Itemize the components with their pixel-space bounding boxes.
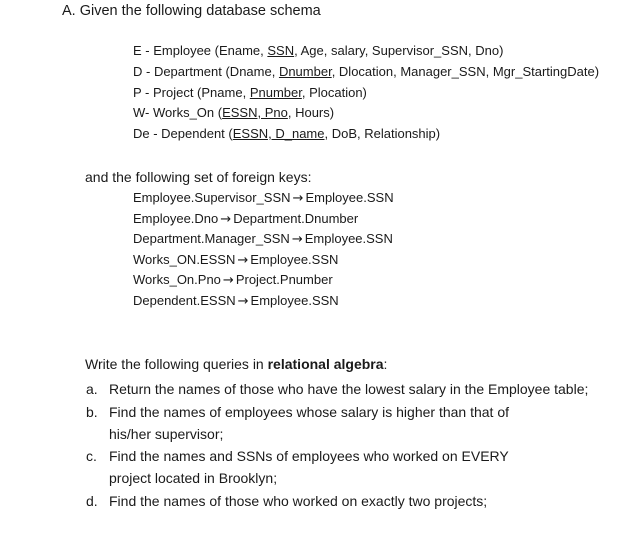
fk-to: Employee.SSN: [250, 252, 339, 267]
right-arrow-icon: →: [291, 232, 303, 247]
schema-works-on-key: ESSN, Pno: [222, 105, 288, 120]
foreign-keys-intro: and the following set of foreign keys:: [85, 169, 312, 185]
foreign-key-item: [133, 210, 358, 229]
foreign-key-item: [133, 251, 338, 270]
schema-employee-prefix: E - Employee (Ename,: [133, 43, 268, 58]
fk-from: Works_ON.ESSN: [133, 252, 236, 267]
schema-project-key: Pnumber: [249, 85, 302, 100]
fk-to: Employee.SSN: [305, 190, 394, 205]
schema-dependent-key: ESSN, D_name: [232, 126, 325, 141]
right-arrow-icon: →: [237, 253, 249, 268]
query-text: Find the names and SSNs of employees who worked on EVERY: [109, 448, 509, 464]
schema-employee-key: SSN: [267, 43, 295, 58]
foreign-key-item: [133, 271, 333, 290]
fk-from: Dependent.ESSN: [133, 293, 236, 308]
schema-works-on-prefix: W- Works_On (: [133, 105, 223, 120]
query-text: Find the names of employees whose salary is higher than that of: [109, 404, 509, 420]
query-marker: d.: [86, 493, 98, 509]
schema-department-prefix: D - Department (Dname,: [133, 64, 279, 79]
fk-from: Department.Manager_SSN: [133, 231, 290, 246]
foreign-key-item: [133, 292, 339, 311]
fk-from: Works_On.Pno: [133, 272, 221, 287]
schema-works-on-suffix: , Hours): [287, 105, 335, 120]
section-heading: A. Given the following database schema: [62, 3, 321, 19]
schema-department: [133, 63, 599, 81]
query-text: Find the names of those who worked on exactly two projects;: [109, 493, 488, 509]
right-arrow-icon: →: [292, 191, 304, 206]
fk-to: Department.Dnumber: [233, 211, 359, 226]
right-arrow-icon: →: [237, 294, 249, 309]
query-marker: a.: [86, 381, 98, 397]
query-text: Return the names of those who have the lowest salary in the Employee table;: [109, 381, 589, 397]
query-marker: b.: [86, 404, 98, 420]
schema-employee-suffix: , Age, salary, Supervisor_SSN, Dno): [294, 43, 504, 58]
query-text-continued: project located in Brooklyn;: [109, 470, 278, 486]
instruction-suffix: :: [383, 356, 388, 372]
schema-dependent-suffix: , DoB, Relationship): [324, 126, 441, 141]
query-marker: c.: [86, 448, 97, 464]
foreign-key-item: [133, 230, 393, 249]
schema-project-prefix: P - Project (Pname,: [133, 85, 250, 100]
schema-works-on: [133, 104, 334, 122]
right-arrow-icon: →: [222, 273, 234, 288]
fk-from: Employee.Dno: [133, 211, 219, 226]
instruction-prefix: Write the following queries in: [85, 356, 268, 372]
query-text-continued: his/her supervisor;: [109, 426, 224, 442]
right-arrow-icon: →: [220, 212, 232, 227]
schema-project-suffix: , Plocation): [301, 85, 367, 100]
schema-dependent: [133, 125, 440, 143]
schema-employee: [133, 42, 503, 60]
fk-to: Employee.SSN: [304, 231, 393, 246]
fk-from: Employee.Supervisor_SSN: [133, 190, 291, 205]
schema-department-suffix: , Dlocation, Manager_SSN, Mgr_StartingDate): [331, 64, 600, 79]
fk-to: Employee.SSN: [250, 293, 339, 308]
instruction-emphasis: relational algebra: [267, 356, 384, 372]
schema-project: [133, 84, 367, 102]
schema-dependent-prefix: De - Dependent (: [133, 126, 233, 141]
foreign-key-item: [133, 189, 394, 208]
fk-to: Project.Pnumber: [235, 272, 333, 287]
instruction: [85, 355, 387, 373]
schema-department-key: Dnumber: [278, 64, 332, 79]
